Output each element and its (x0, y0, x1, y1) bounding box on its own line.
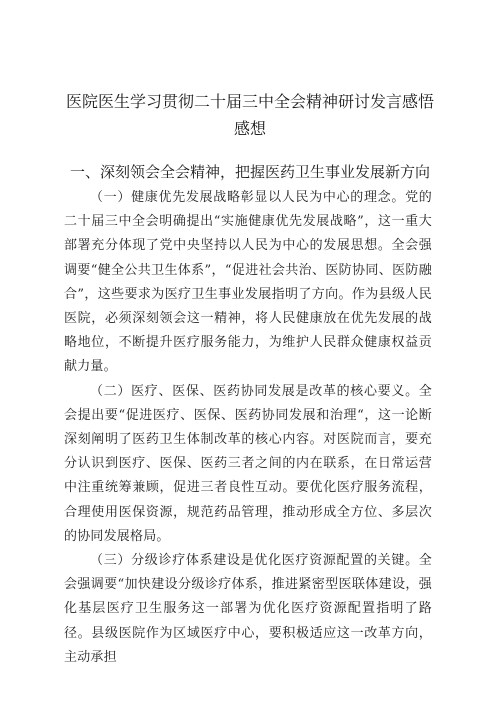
section-heading: 一、深刻领会全会精神，把握医药卫生事业发展新方向 (69, 163, 430, 181)
paragraph-1: （一）健康优先发展战略彰显以人民为中心的理念。党的二十届三中全会明确提出“实施健康优先发展战略”，这一重大部署充分体现了党中央坚持以人民为中心的发展思想。全会强调要“健全公共卫生体系”，“促进社会共治、医防协同、医防融合”，这些要求为医疗卫生事业发展指明了方向。作为县级人民医院，必须深刻领会这一精神，将人民健康放在优先发展的战略地位，不断提升医疗服务能力，为维护人民群众健康权益贡献力量。 (64, 190, 432, 375)
paragraph-2: （二）医疗、医保、医药协同发展是改革的核心要义。全会提出要“促进医疗、医保、医药协同发展和治理“，这一论断深刻阐明了医药卫生体制改革的核心内容。对医院而言，要充分认识到医疗、医保、医药三者之间的内在联系，在日常运营中注重统筹兼顾，促进三者良性互动。要优化医疗服务流程，合理使用医保资源，规范药品管理，推动形成全方位、多层次的协同发展格局。 (64, 383, 432, 544)
paragraph-3: （三）分级诊疗体系建设是优化医疗资源配置的关键。全会强调要“加快建设分级诊疗体系，推进紧密型医联体建设，强化基层医疗卫生服务这一部署为优化医疗资源配置指明了路径。县级医院作为区域医疗中心，要积极适应这一改革方向，主动承担 (64, 553, 432, 665)
body-text (64, 186, 432, 670)
document-title: 医院医生学习贯彻二十届三中全会精神研讨发言感悟感想 (65, 92, 434, 138)
